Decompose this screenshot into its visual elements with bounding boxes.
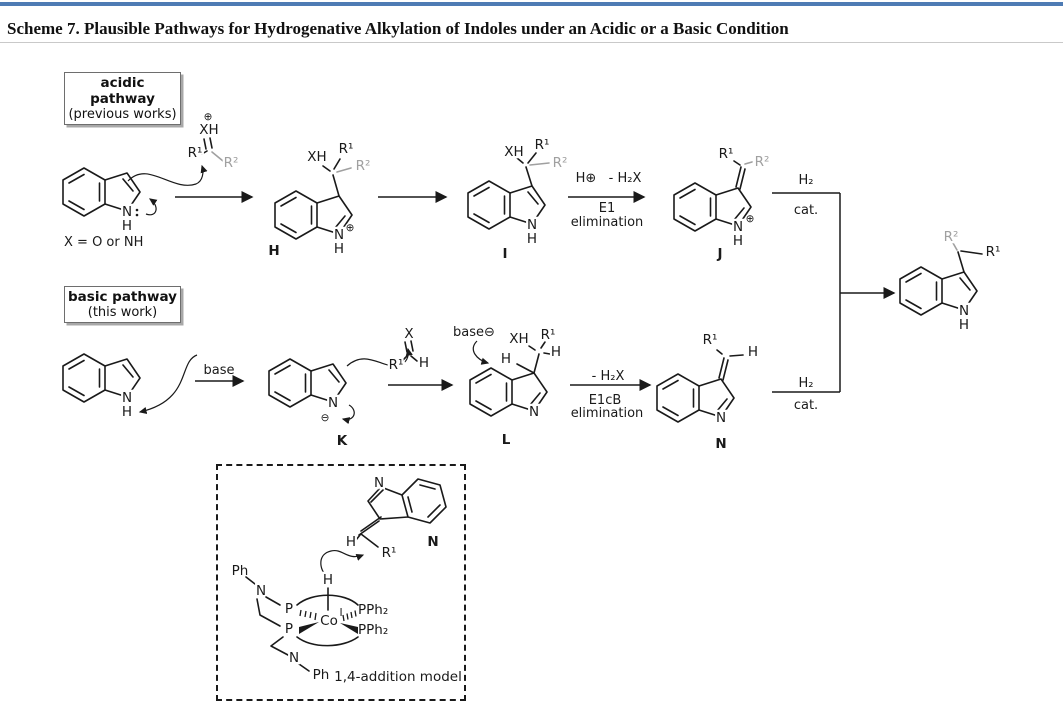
condition-label: - H₂X [608,171,642,186]
condition-label: - H₂X [591,369,625,384]
condition-label: H⊕ [575,171,597,186]
substituent-label: R¹ [702,332,718,348]
atom-label: N [373,475,385,491]
wedge-bond [340,623,358,634]
atom-label: XH [509,331,529,347]
atom-label: N [732,219,744,235]
cat-label: cat. [793,203,819,218]
substituent-label: R¹ [381,545,397,561]
atom-label: H [732,233,744,249]
substituent-label: R¹ [534,137,550,153]
atom-label: PPh₂ [358,622,389,638]
minus-charge: ⊖ [320,412,330,424]
cat-label: cat. [793,398,819,413]
substituent-label: R¹ [388,357,404,373]
structure-label: N [427,534,439,550]
e1-elimination-step [568,171,644,230]
atom-label: N [528,404,540,420]
condition-label: E1 [598,201,616,216]
structure-N [657,332,758,452]
atom-label: Co [320,613,338,629]
atom-label: N [255,583,267,599]
indole-reactant-acidic [63,166,203,250]
addition-model [232,475,462,685]
atom-label: PPh₂ [358,602,389,618]
atom-label: H [958,317,970,333]
model-structure-N [321,475,446,578]
curved-arrow [128,166,203,185]
hydrogenation-top [772,173,840,218]
wedge-bond [299,622,319,634]
atom-label: H [121,404,133,420]
structure-label: N [715,436,727,452]
structure-label: K [336,433,348,449]
lone-pair-dot [136,214,139,217]
product-indole [900,229,1000,333]
structure-label: I [502,246,508,262]
condition-label: E1cB [588,393,622,408]
atom-label: Ph [231,563,249,579]
structure-J [674,146,769,262]
base-label: base [203,363,235,378]
atom-label: P [284,601,294,617]
atom-label: Ph [312,667,330,683]
structure-K [269,349,408,449]
structure-label: L [501,432,511,448]
oxocarbenium-electrophile [188,111,239,171]
atom-label: XH [307,149,327,165]
cobalt-complex [232,563,389,683]
convergence-connector [840,193,894,392]
basic-pathway [63,325,840,452]
x-definition: X = O or NH [64,235,144,250]
atom-label: H [550,344,562,360]
indole-reactant-basic [63,354,197,420]
structure-label: H [268,243,280,259]
atom-label: XH [199,122,219,138]
atom-label: N [327,395,339,411]
atom-label: H [526,231,538,247]
plus-charge: ⊕ [203,111,213,123]
acidic-pathway-title: acidic pathway [90,75,155,107]
atom-label: H [333,241,345,257]
atom-label: H [418,355,430,371]
atom-label: N [121,390,133,406]
plus-charge: ⊕ [345,222,355,234]
substituent-label: R¹ [187,145,203,161]
atom-label: N [958,303,970,319]
hydride-label: H [322,572,334,588]
substituent-label: R² [355,158,371,174]
structure-label: J [717,246,723,262]
basic-pathway-title: basic pathway [68,289,177,305]
atom-label: H [345,534,357,550]
atom-label: H [500,351,512,367]
atom-label: H [747,344,759,360]
aldehyde-electrophile [389,326,429,373]
structure-L [453,325,561,448]
condition-label: elimination [570,215,644,230]
atom-label: XH [504,144,524,160]
h2-label: H₂ [798,173,814,188]
substituent-label: R¹ [338,141,354,157]
oxidation-state-label: I [339,607,343,619]
plus-charge: ⊕ [745,213,755,225]
substituent-label: R² [223,155,239,171]
scheme-title: Scheme 7. Plausible Pathways for Hydrogenative Alkylation of Indoles under an Acidic or a Basic Condition [7,19,789,38]
atom-label: N [288,650,300,666]
structure-H [268,141,370,259]
h2-label: H₂ [798,376,814,391]
substituent-label: R¹ [985,244,1001,260]
atom-label: P [284,621,294,637]
acidic-pathway [63,111,840,262]
atom-label: N [526,217,538,233]
model-caption: 1,4-addition model [334,669,462,685]
atom-label: X [404,326,414,342]
curved-arrow [140,355,197,412]
acidic-pathway-subtitle: (previous works) [68,107,177,122]
atom-label: N [333,227,345,243]
substituent-label: R² [943,229,959,245]
atom-label: H [121,218,133,234]
substituent-label: R¹ [540,327,556,343]
basic-pathway-subtitle: (this work) [87,305,158,320]
condition-label: elimination [570,406,644,421]
substituent-label: R¹ [718,146,734,162]
e1cb-elimination-step [570,369,650,421]
hydrogenation-bottom [772,376,840,413]
structure-I [468,137,567,262]
lone-pair-dot [136,209,139,212]
curved-arrow [343,405,354,419]
base-anion-label: base⊖ [453,325,495,340]
curved-arrow [146,199,156,215]
substituent-label: R² [552,155,568,171]
atom-label: N [715,410,727,426]
substituent-label: R² [754,154,770,170]
atom-label: N [121,204,133,220]
base-step [195,363,243,381]
curved-arrow [473,341,488,363]
